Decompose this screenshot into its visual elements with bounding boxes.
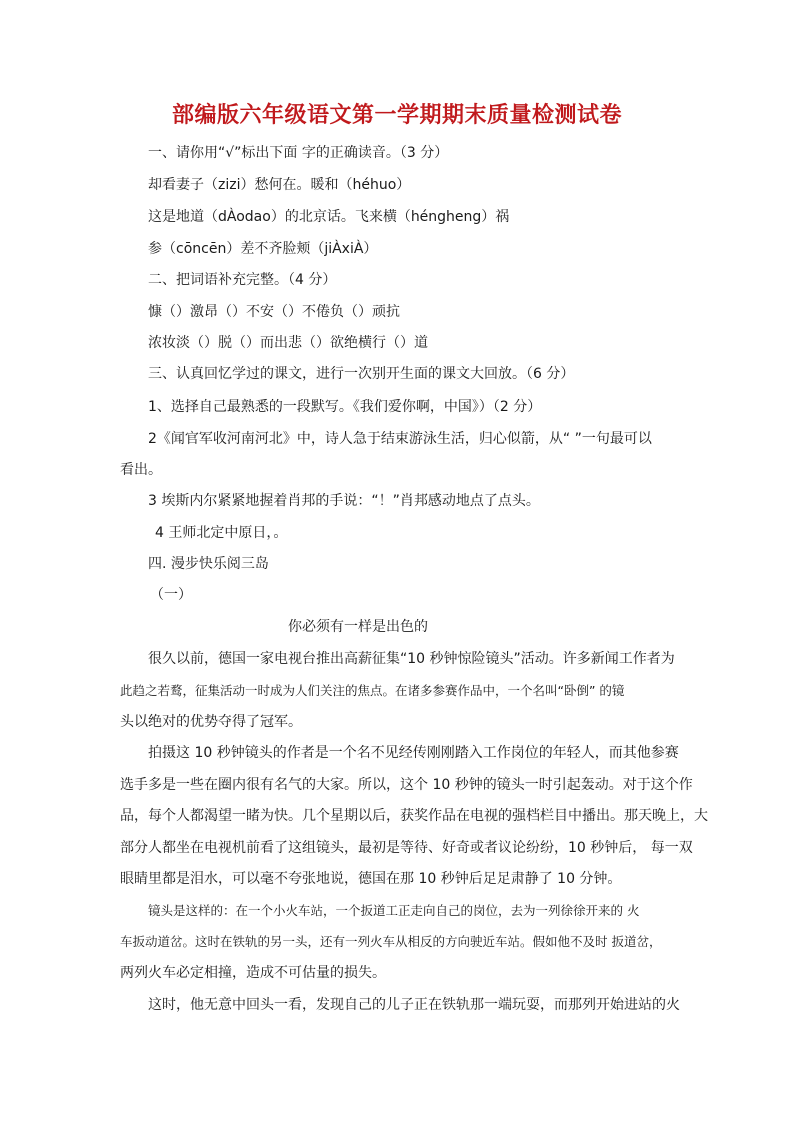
section-3-question-2-cont: 看出。 bbox=[120, 462, 162, 478]
passage-para-2-line-1: 拍摄这 10 秒钟镜头的作者是一个名不见经传刚刚踏入工作岗位的年轻人，而其他参赛 bbox=[148, 745, 679, 761]
section-1-line-3: 参（cōncēn）差不齐脸颊（jiÀxiÀ） bbox=[148, 241, 378, 257]
section-2-header: 二、把词语补充完整。（4 分） bbox=[148, 272, 337, 288]
section-3-question-2: 2《闻官军收河南河北》中，诗人急于结束游泳生活，归心似箭，从“ ”一句最可以 bbox=[148, 431, 652, 447]
passage-para-1-line-3: 头以绝对的优势夺得了冠军。 bbox=[120, 714, 302, 730]
passage-para-2-line-2: 选手多是一些在圈内很有名气的大家。所以，这个 10 秒钟的镜头一时引起轰动。对于这个作 bbox=[120, 777, 693, 793]
section-4-header: 四. 漫步快乐阅三岛 bbox=[148, 556, 269, 572]
passage-para-1-line-1: 很久以前，德国一家电视台推出高薪征集“10 秒钟惊险镜头”活动。许多新闻工作者为 bbox=[148, 651, 675, 667]
section-1-header: 一、请你用“√”标出下面 字的正确读音。（3 分） bbox=[148, 145, 449, 161]
passage-para-1-line-2: 此趋之若鹜，征集活动一时成为人们关注的焦点。在诸多参赛作品中，一个名叫“卧倒” 的镜 bbox=[120, 683, 625, 698]
section-1-line-2: 这是地道（dÀodao）的北京话。飞来横（héngheng）祸 bbox=[148, 209, 510, 225]
section-3-header: 三、认真回忆学过的课文，进行一次别开生面的课文大回放。（6 分） bbox=[148, 366, 575, 382]
passage-para-2-line-4: 部分人都坐在电视机前看了这组镜头，最初是等待、好奇或者议论纷纷，10 秒钟后， 每一双 bbox=[120, 840, 693, 856]
passage-para-4-line-1: 这时，他无意中回头一看，发现自己的儿子正在铁轨那一端玩耍，而那列开始进站的火 bbox=[148, 997, 680, 1013]
section-2-line-2: 浓妆淡（）脱（）而出悲（）欲绝横行（）道 bbox=[148, 335, 428, 351]
section-4-subheader: （一） bbox=[150, 587, 192, 603]
passage-para-3-line-3: 两列火车必定相撞，造成不可估量的损失。 bbox=[120, 965, 386, 981]
passage-para-3-line-1: 镜头是这样的：在一个小火车站，一个扳道工正走向自己的岗位，去为一列徐徐开来的 火 bbox=[148, 903, 640, 918]
section-2-line-1: 慷（）激昂（）不安（）不倦负（）顽抗 bbox=[148, 304, 400, 320]
section-3-question-3: 3 埃斯内尔紧紧地握着肖邦的手说：“！”肖邦感动地点了点头。 bbox=[148, 493, 540, 509]
passage-para-2-line-3: 品，每个人都渴望一睹为快。几个星期以后，获奖作品在电视的强档栏目中播出。那天晚上，大 bbox=[120, 808, 708, 824]
section-1-line-1: 却看妻子（zizi）愁何在。暖和（héhuo） bbox=[148, 177, 411, 193]
passage-para-3-line-2: 车扳动道岔。这时在铁轨的另一头，还有一列火车从相反的方向驶近车站。假如他不及时 扳道岔， bbox=[120, 934, 662, 949]
passage-para-2-line-5: 眼睛里都是泪水，可以毫不夸张地说，德国在那 10 秒钟后足足肃静了 10 分钟。 bbox=[120, 871, 622, 887]
passage-title: 你必须有一样是出色的 bbox=[288, 619, 428, 635]
document-title: 部编版六年级语文第一学期期末质量检测试卷 bbox=[171, 102, 622, 128]
section-3-question-1: 1、选择自己最熟悉的一段默写。《我们爱你啊，中国》）（2 分） bbox=[148, 399, 542, 415]
section-3-question-4: 4 王师北定中原日，。 bbox=[155, 525, 288, 541]
